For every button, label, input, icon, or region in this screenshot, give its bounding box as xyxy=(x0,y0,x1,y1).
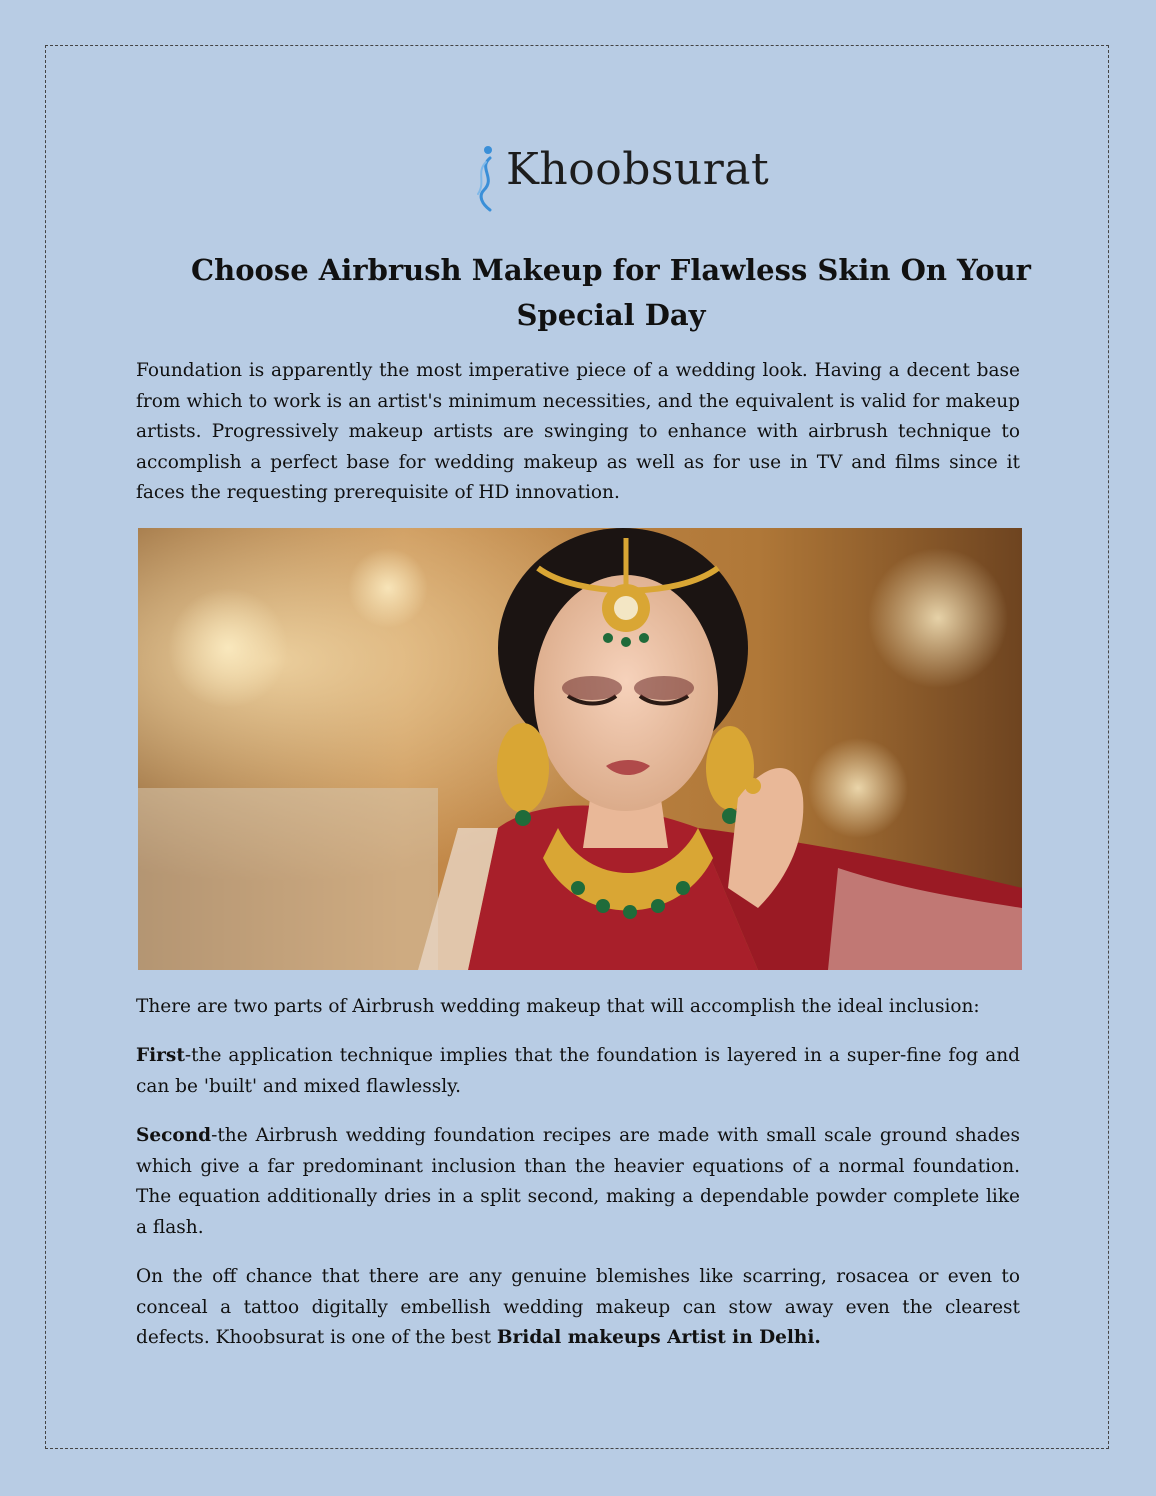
first-part-paragraph xyxy=(136,1041,1020,1102)
brand-wordmark: Khoobsurat xyxy=(506,144,770,195)
second-part-text: -the Airbrush wedding foundation recipes are made with small scale ground shades which give a far predominant inclusion than the heavier equations of a normal foundation. The equation additionally dries in a split second, making a dependable powder complete like a flash. xyxy=(136,1125,1020,1238)
first-part-text: -the application technique implies that the foundation is layered in a super-fine fog and can be 'built' and mixed flawlessly. xyxy=(136,1045,1020,1097)
closing-text: On the off chance that there are any genuine blemishes like scarring, rosacea or even to conceal a tattoo digitally embellish wedding makeup can stow away even the clearest defects. Khoobsurat is one of the best xyxy=(136,1266,1020,1349)
parts-intro-paragraph: There are two parts of Airbrush wedding makeup that will accomplish the ideal inclusion: xyxy=(136,996,980,1017)
intro-paragraph: Foundation is apparently the most imperative piece of a wedding look. Having a decent base from which to work is an artist's minimum necessities, and the equivalent is valid for makeup artists. Progressively makeup artists are swinging to enhance with airbrush technique to accomplish a perfect base for wedding makeup as well as for use in TV and films since it faces the requesting prerequisite of HD innovation. xyxy=(136,360,1020,504)
brand-logo xyxy=(468,138,768,216)
first-part-label: First xyxy=(136,1045,185,1066)
second-part-label: Second xyxy=(136,1125,212,1146)
bride-portrait-illustration xyxy=(138,528,1022,970)
closing-bold-text: Bridal makeups Artist in Delhi. xyxy=(496,1327,821,1349)
brand-figure-icon xyxy=(468,138,508,216)
closing-paragraph xyxy=(136,1262,1020,1354)
article-title: Choose Airbrush Makeup for Flawless Skin On Your Special Day xyxy=(191,253,1031,332)
second-part-paragraph xyxy=(136,1121,1020,1243)
bride-portrait-image xyxy=(138,528,1022,970)
